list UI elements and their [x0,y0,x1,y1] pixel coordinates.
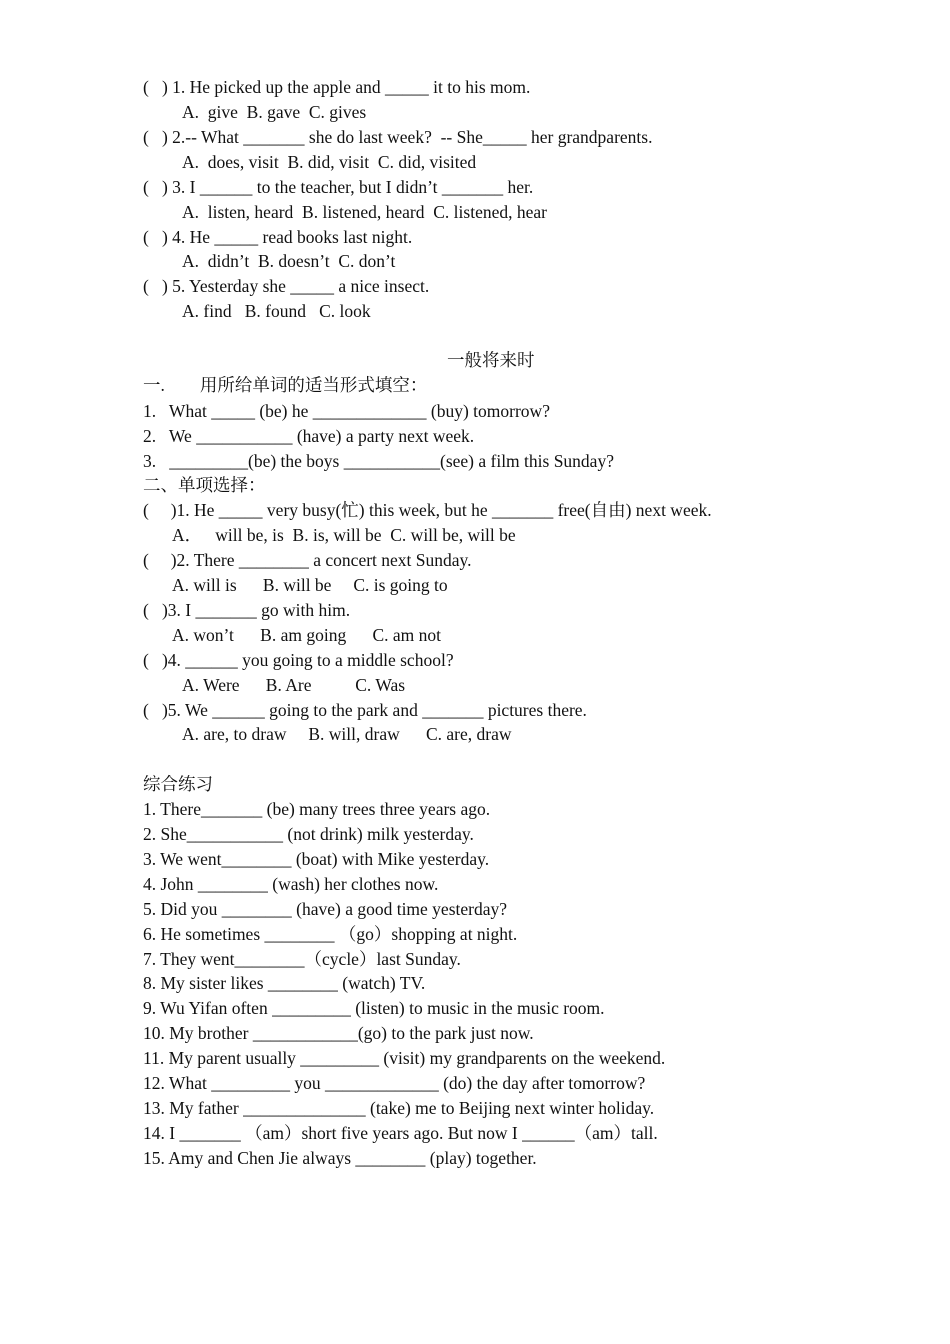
future-question-2: ( )2. There ________ a concert next Sunday. [143,550,472,570]
comprehensive-item-1: 1. There_______ (be) many trees three years ago. [143,799,491,819]
future-section-title: 一般将来时 [447,350,535,370]
past-question-2-options: A. does, visit B. did, visit C. did, visited [182,152,477,172]
comprehensive-item-9: 9. Wu Yifan often _________ (listen) to music in the music room. [143,998,605,1018]
comprehensive-item-14: 14. I _______ （am）short five years ago. But now I ______（am）tall. [143,1123,658,1143]
past-question-3-options: A. listen, heard B. listened, heard C. listened, hear [182,202,547,222]
comprehensive-item-15: 15. Amy and Chen Jie always ________ (play) together. [143,1148,537,1168]
future-fill-item-3: 3. _________(be) the boys ___________(see) a film this Sunday? [143,451,614,471]
past-question-5-options: A. find B. found C. look [182,301,371,321]
comprehensive-item-3: 3. We went________ (boat) with Mike yesterday. [143,849,490,869]
future-question-3-options: A. won’t B. am going C. am not [172,625,441,645]
future-question-3: ( )3. I _______ go with him. [143,600,351,620]
future-question-1: ( )1. He _____ very busy(忙) this week, but he _______ free(自由) next week. [143,500,712,520]
comprehensive-section-title: 综合练习 [143,774,213,794]
comprehensive-item-8: 8. My sister likes ________ (watch) TV. [143,973,426,993]
comprehensive-item-2: 2. She___________ (not drink) milk yesterday. [143,824,474,844]
past-question-5: ( ) 5. Yesterday she _____ a nice insect. [143,276,430,296]
future-question-4: ( )4. ______ you going to a middle school? [143,650,454,670]
past-question-4: ( ) 4. He _____ read books last night. [143,227,413,247]
comprehensive-item-13: 13. My father ______________ (take) me to Beijing next winter holiday. [143,1098,655,1118]
comprehensive-item-6: 6. He sometimes ________ （go）shopping at night. [143,924,518,944]
future-part2-heading: 二、单项选择： [143,475,266,495]
past-question-1: ( ) 1. He picked up the apple and _____ it to his mom. [143,77,531,97]
comprehensive-item-11: 11. My parent usually _________ (visit) my grandparents on the weekend. [143,1048,666,1068]
future-question-4-options: A. Were B. Are C. Was [182,675,406,695]
past-question-1-options: A. give B. gave C. gives [182,102,367,122]
future-fill-item-1: 1. What _____ (be) he _____________ (buy) tomorrow? [143,401,550,421]
comprehensive-item-7: 7. They went________（cycle）last Sunday. [143,949,461,969]
comprehensive-item-4: 4. John ________ (wash) her clothes now. [143,874,439,894]
future-fill-item-2: 2. We ___________ (have) a party next week. [143,426,475,446]
past-question-4-options: A. didn’t B. doesn’t C. don’t [182,251,396,271]
future-question-1-options: A． will be, is B. is, will be C. will be, will be [172,525,516,545]
past-question-3: ( ) 3. I ______ to the teacher, but I didn’t _______ her. [143,177,534,197]
future-question-5: ( )5. We ______ going to the park and _______ pictures there. [143,700,587,720]
future-question-5-options: A. are, to draw B. will, draw C. are, draw [182,724,512,744]
future-question-2-options: A. will is B. will be C. is going to [172,575,448,595]
comprehensive-item-10: 10. My brother ____________(go) to the park just now. [143,1023,534,1043]
comprehensive-item-5: 5. Did you ________ (have) a good time yesterday? [143,899,508,919]
past-question-2: ( ) 2.-- What _______ she do last week? -- She_____ her grandparents. [143,127,653,147]
comprehensive-item-12: 12. What _________ you _____________ (do) the day after tomorrow? [143,1073,646,1093]
future-part1-heading: 一. 用所给单词的适当形式填空： [143,375,428,395]
